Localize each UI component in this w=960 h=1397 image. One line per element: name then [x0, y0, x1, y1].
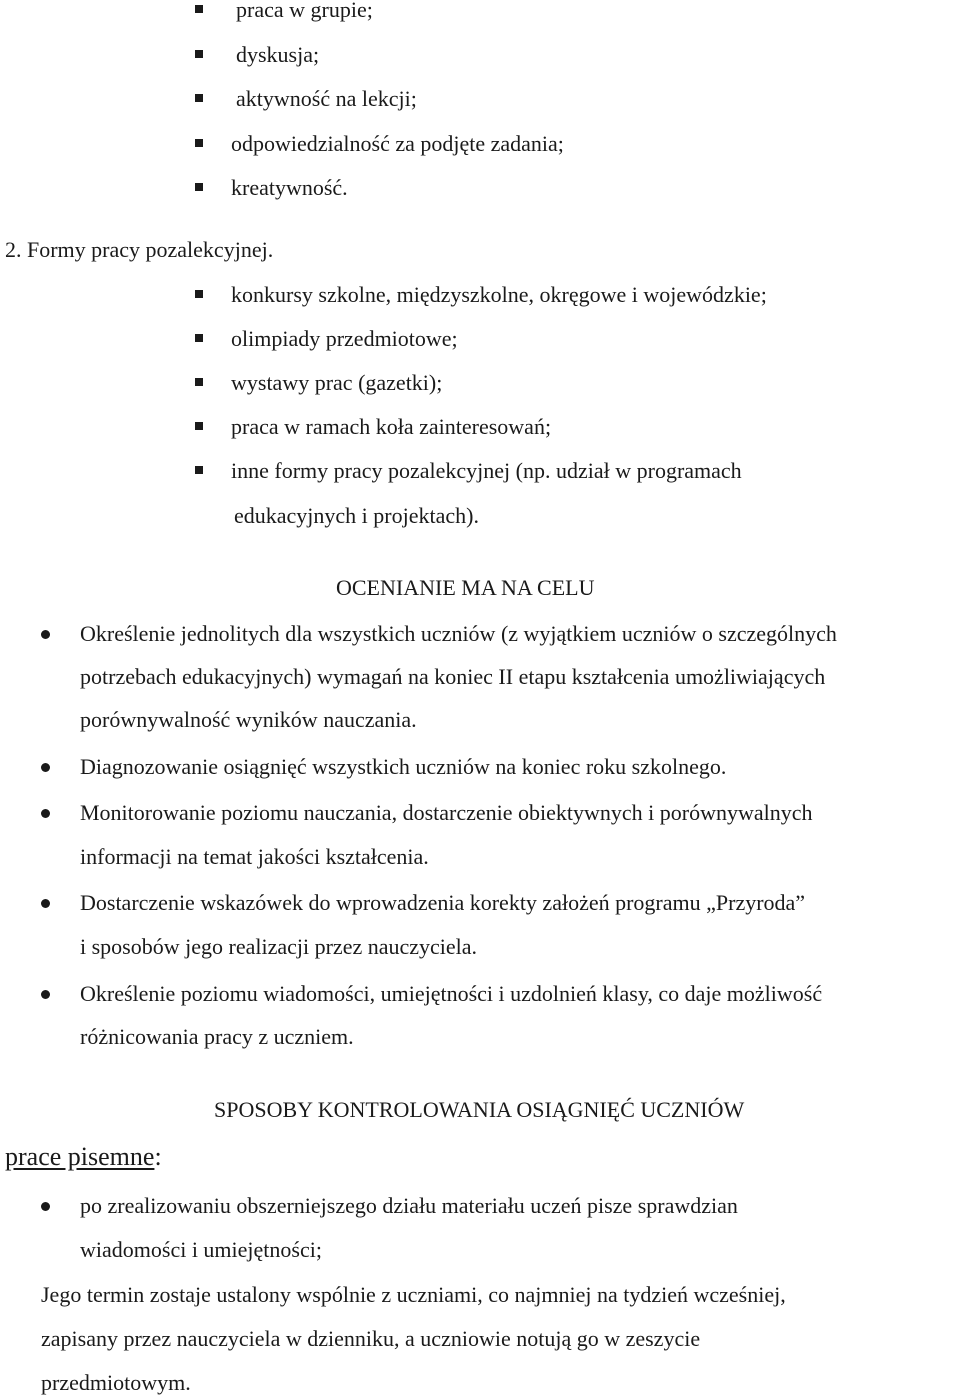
round-bullet-icon	[41, 990, 50, 999]
subsection-label	[5, 1142, 162, 1172]
section-title: 2. Formy pracy pozalekcyjnej.	[5, 237, 274, 262]
list-item: wystawy prac (gazetki);	[231, 370, 443, 395]
list-item: Diagnozowanie osiągnięć wszystkich uczniów na koniec roku szkolnego.	[80, 754, 727, 779]
subsection-label-text: prace pisemne	[5, 1142, 155, 1171]
paragraph-line: Jego termin zostaje ustalony wspólnie z uczniami, co najmniej na tydzień wcześniej,	[41, 1282, 786, 1307]
list-item: Dostarczenie wskazówek do wprowadzenia korekty założeń programu „Przyroda”	[80, 890, 806, 915]
round-bullet-icon	[41, 630, 50, 639]
list-item: praca w grupie;	[236, 0, 373, 22]
square-bullet-icon	[195, 466, 203, 474]
list-item: konkursy szkolne, międzyszkolne, okręgowe i wojewódzkie;	[231, 282, 767, 307]
paragraph-line: przedmiotowym.	[41, 1370, 191, 1395]
list-item: aktywność na lekcji;	[236, 86, 417, 111]
square-bullet-icon	[195, 183, 203, 191]
square-bullet-icon	[195, 5, 203, 13]
list-item: dyskusja;	[236, 42, 320, 67]
list-item: odpowiedzialność za podjęte zadania;	[231, 131, 564, 156]
list-item-continuation: różnicowania pracy z uczniem.	[80, 1024, 354, 1049]
paragraph-line: zapisany przez nauczyciela w dzienniku, a uczniowie notują go w zeszycie	[41, 1326, 701, 1351]
list-item-continuation: potrzebach edukacyjnych) wymagań na koniec II etapu kształcenia umożliwiających	[80, 664, 826, 689]
round-bullet-icon	[41, 809, 50, 818]
round-bullet-icon	[41, 763, 50, 772]
list-item: olimpiady przedmiotowe;	[231, 326, 458, 351]
round-bullet-icon	[41, 899, 50, 908]
square-bullet-icon	[195, 422, 203, 430]
list-item: Monitorowanie poziomu nauczania, dostarczenie obiektywnych i porównywalnych	[80, 800, 813, 825]
square-bullet-icon	[195, 94, 203, 102]
list-item-continuation: i sposobów jego realizacji przez nauczyciela.	[80, 934, 478, 959]
square-bullet-icon	[195, 290, 203, 298]
list-item: Określenie poziomu wiadomości, umiejętności i uzdolnień klasy, co daje możliwość	[80, 981, 823, 1006]
subsection-label-colon: :	[154, 1142, 162, 1171]
section-heading: SPOSOBY KONTROLOWANIA OSIĄGNIĘĆ UCZNIÓW	[214, 1097, 745, 1122]
square-bullet-icon	[195, 139, 203, 147]
list-item-continuation: wiadomości i umiejętności;	[80, 1237, 322, 1262]
square-bullet-icon	[195, 50, 203, 58]
list-item: kreatywność.	[231, 175, 348, 200]
list-item: praca w ramach koła zainteresowań;	[231, 414, 552, 439]
round-bullet-icon	[41, 1202, 50, 1211]
list-item: inne formy pracy pozalekcyjnej (np. udział w programach	[231, 458, 742, 483]
list-item-continuation: informacji na temat jakości kształcenia.	[80, 844, 429, 869]
square-bullet-icon	[195, 378, 203, 386]
list-item: po zrealizowaniu obszerniejszego działu materiału uczeń pisze sprawdzian	[80, 1193, 738, 1218]
square-bullet-icon	[195, 334, 203, 342]
list-item-continuation: porównywalność wyników nauczania.	[80, 707, 417, 732]
list-item: Określenie jednolitych dla wszystkich uczniów (z wyjątkiem uczniów o szczególnych	[80, 621, 837, 646]
list-item-continuation: edukacyjnych i projektach).	[234, 503, 479, 528]
section-heading: OCENIANIE MA NA CELU	[336, 575, 595, 600]
